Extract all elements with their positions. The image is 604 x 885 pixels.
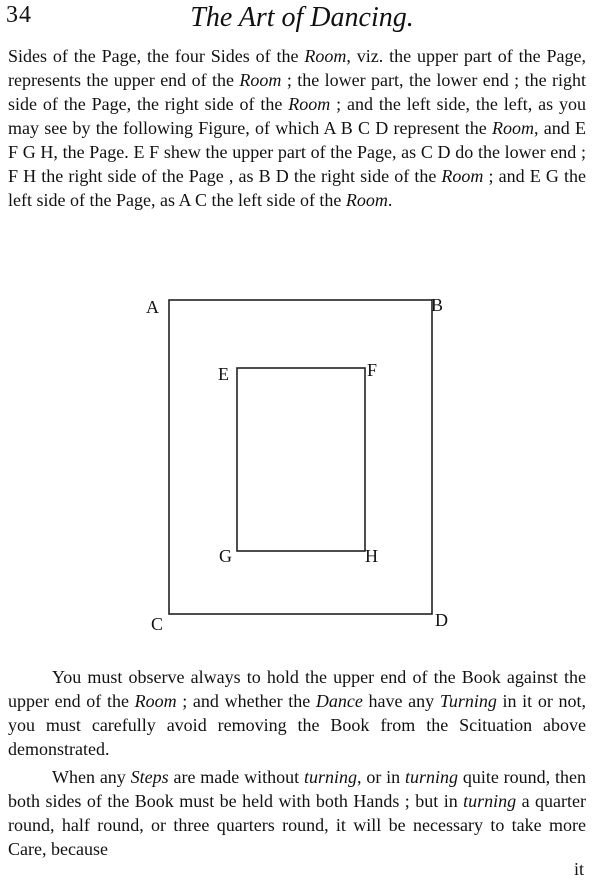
text-run: ; and the left side, the left, as you may see by the following Figure, of which A B C D represent the bbox=[8, 94, 586, 138]
text-run: You must observe always to hold the upper end of the Book against the upper end of the bbox=[8, 667, 586, 711]
italic-run: Room bbox=[345, 190, 388, 210]
italic-run: turning bbox=[463, 791, 517, 811]
text-run: When any bbox=[52, 767, 131, 787]
text-run: ; and E G the left side of the Page, as A C the left side of the bbox=[8, 166, 586, 210]
italic-run: Room bbox=[304, 46, 347, 66]
catchword: it bbox=[574, 859, 585, 879]
label-g: G bbox=[219, 546, 232, 566]
page-number: 34 bbox=[6, 2, 32, 28]
label-f: F bbox=[367, 360, 378, 380]
text-run: have any bbox=[362, 691, 440, 711]
label-a: A bbox=[146, 297, 159, 317]
text-run: ; and whether the bbox=[176, 691, 316, 711]
label-d: D bbox=[435, 610, 448, 630]
text-run: are made without bbox=[168, 767, 304, 787]
italic-run: Steps bbox=[130, 767, 169, 787]
paragraph-3 bbox=[8, 765, 586, 861]
italic-run: Dance bbox=[315, 691, 363, 711]
italic-run: turning bbox=[303, 767, 357, 787]
italic-run: turning bbox=[405, 767, 459, 787]
label-e: E bbox=[218, 364, 229, 384]
text-run: quite round, then both sides of the Book must be held with both Hands ; but in bbox=[8, 767, 587, 811]
italic-run: Room bbox=[134, 691, 177, 711]
text-run: a quarter round, half round, or three quarters round, it will be necessary to take more Care, because bbox=[8, 791, 586, 859]
text-run: Sides of the Page, the four Sides of the bbox=[8, 46, 305, 66]
paragraph-1 bbox=[8, 44, 586, 212]
text-run: , viz. the upper part of the Page, represents the upper end of the bbox=[8, 46, 587, 90]
text-run: . bbox=[387, 190, 393, 210]
label-c: C bbox=[151, 614, 164, 634]
label-b: B bbox=[431, 295, 444, 315]
italic-run: Room bbox=[441, 166, 484, 186]
text-run: , or in bbox=[356, 767, 405, 787]
text-run: in it or not, you must carefully avoid removing the Book from the Scituation above demonstrated. bbox=[8, 691, 587, 759]
text-run: , and E F G H, the Page. E F shew the upper part of the Page, as C D do the lower end ; F H the right side of the Page , as B D the right side of the bbox=[8, 118, 586, 186]
italic-run: Room bbox=[239, 70, 282, 90]
running-head: The Art of Dancing. bbox=[190, 2, 414, 33]
italic-run: Room bbox=[288, 94, 331, 114]
label-h: H bbox=[365, 546, 378, 566]
text-run: ; the lower part, the lower end ; the right side of the Page, the right side of the bbox=[8, 70, 586, 114]
italic-run: Turning bbox=[439, 691, 497, 711]
room-outline bbox=[169, 300, 432, 614]
italic-run: Room bbox=[492, 118, 534, 138]
paragraph-2 bbox=[8, 665, 586, 761]
page-outline bbox=[237, 368, 365, 551]
